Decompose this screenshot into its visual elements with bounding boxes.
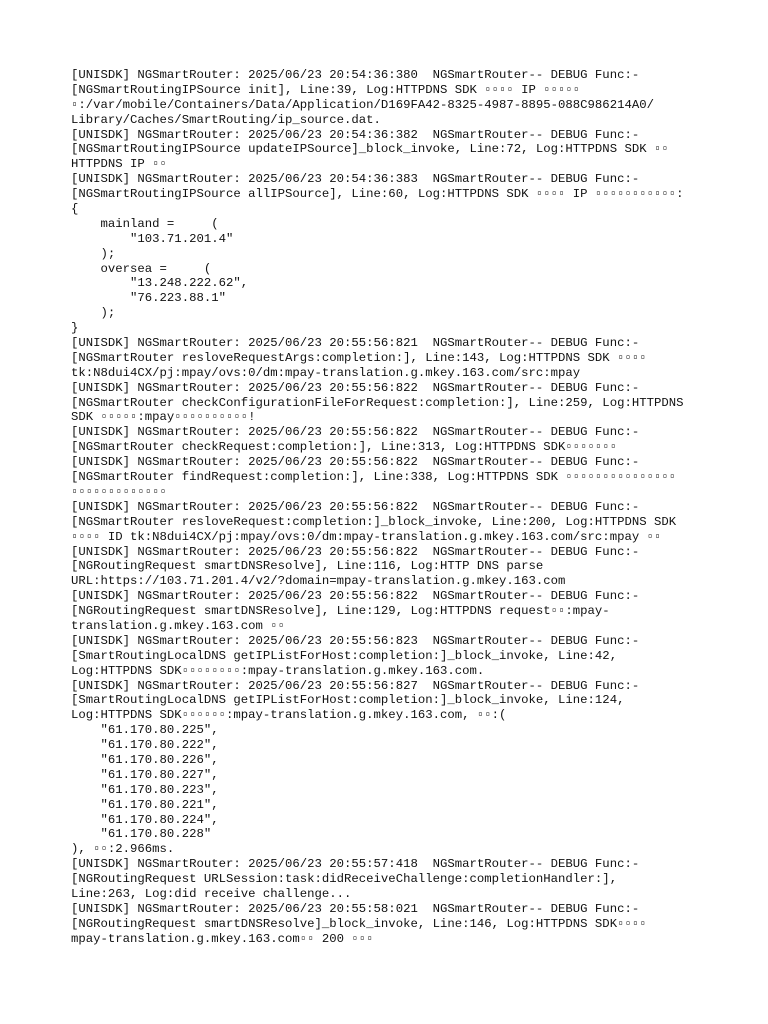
log-line: [UNISDK] NGSmartRouter: 2025/06/23 20:55:56:822 NGSmartRouter-- DEBUG Func:- xyxy=(71,455,640,470)
log-line: "13.248.222.62", xyxy=(71,276,249,291)
log-line: [UNISDK] NGSmartRouter: 2025/06/23 20:55:57:418 NGSmartRouter-- DEBUG Func:- xyxy=(71,857,640,872)
log-line: Line:263, Log:did receive challenge... xyxy=(71,886,352,901)
log-line: HTTPDNS IP ▫▫ xyxy=(71,157,167,172)
log-line: SDK ▫▫▫▫▫:mpay▫▫▫▫▫▫▫▫▫▫! xyxy=(71,410,256,425)
log-line: [UNISDK] NGSmartRouter: 2025/06/23 20:55:56:827 NGSmartRouter-- DEBUG Func:- xyxy=(71,678,640,693)
log-line: [UNISDK] NGSmartRouter: 2025/06/23 20:54:36:380 NGSmartRouter-- DEBUG Func:- xyxy=(71,68,640,82)
log-line: [UNISDK] NGSmartRouter: 2025/06/23 20:55:56:822 NGSmartRouter-- DEBUG Func:- xyxy=(71,544,640,559)
log-line: "76.223.88.1" xyxy=(71,291,226,306)
log-line: "61.170.80.228" xyxy=(71,827,212,842)
log-line: [NGRoutingRequest URLSession:task:didReceiveChallenge:completionHandler:], xyxy=(71,872,618,887)
log-line: mpay-translation.g.mkey.163.com▫▫ 200 ▫▫▫ xyxy=(71,931,374,946)
log-line: [UNISDK] NGSmartRouter: 2025/06/23 20:55:56:822 NGSmartRouter-- DEBUG Func:- xyxy=(71,380,640,395)
log-line: [NGRoutingRequest smartDNSResolve]_block_invoke, Line:146, Log:HTTPDNS SDK▫▫▫▫ xyxy=(71,916,647,931)
log-line: [UNISDK] NGSmartRouter: 2025/06/23 20:55:58:021 NGSmartRouter-- DEBUG Func:- xyxy=(71,901,640,916)
log-line: [NGSmartRouter checkRequest:completion:], Line:313, Log:HTTPDNS SDK▫▫▫▫▫▫▫ xyxy=(71,440,618,455)
log-line: ▫▫▫▫▫▫▫▫▫▫▫▫▫ xyxy=(71,484,167,499)
log-line: [NGRoutingRequest smartDNSResolve], Line:129, Log:HTTPDNS request▫▫:mpay- xyxy=(71,604,610,619)
log-line: ), ▫▫:2.966ms. xyxy=(71,842,175,857)
log-line: [NGSmartRouter checkConfigurationFileForRequest:completion:], Line:259, Log:HTTPDNS xyxy=(71,395,684,410)
log-line: [NGSmartRoutingIPSource init], Line:39, Log:HTTPDNS SDK ▫▫▫▫ IP ▫▫▫▫▫ xyxy=(71,82,581,97)
log-line: Log:HTTPDNS SDK▫▫▫▫▫▫:mpay-translation.g.mkey.163.com, ▫▫:( xyxy=(71,708,507,723)
log-line: "61.170.80.224", xyxy=(71,812,219,827)
log-line: [UNISDK] NGSmartRouter: 2025/06/23 20:55:56:821 NGSmartRouter-- DEBUG Func:- xyxy=(71,336,640,351)
log-line: ); xyxy=(71,306,116,321)
log-line: [UNISDK] NGSmartRouter: 2025/06/23 20:55:56:822 NGSmartRouter-- DEBUG Func:- xyxy=(71,425,640,440)
log-line: [UNISDK] NGSmartRouter: 2025/06/23 20:55:56:823 NGSmartRouter-- DEBUG Func:- xyxy=(71,633,640,648)
log-line: { xyxy=(71,202,79,217)
log-line: [NGSmartRoutingIPSource updateIPSource]_block_invoke, Line:72, Log:HTTPDNS SDK ▫▫ xyxy=(71,142,669,157)
log-line: "61.170.80.223", xyxy=(71,782,219,797)
log-line: [UNISDK] NGSmartRouter: 2025/06/23 20:55:56:822 NGSmartRouter-- DEBUG Func:- xyxy=(71,499,640,514)
log-line: [UNISDK] NGSmartRouter: 2025/06/23 20:54:36:383 NGSmartRouter-- DEBUG Func:- xyxy=(71,172,640,187)
log-line: "61.170.80.221", xyxy=(71,797,219,812)
log-line: "61.170.80.225", xyxy=(71,723,219,738)
log-line: oversea = ( xyxy=(71,261,212,276)
log-line: [SmartRoutingLocalDNS getIPListForHost:completion:]_block_invoke, Line:124, xyxy=(71,693,625,708)
log-line: Log:HTTPDNS SDK▫▫▫▫▫▫▫▫:mpay-translation.g.mkey.163.com. xyxy=(71,663,485,678)
log-line: tk:N8dui4CX/pj:mpay/ovs:0/dm:mpay-translation.g.mkey.163.com/src:mpay xyxy=(71,365,581,380)
log-line: "61.170.80.226", xyxy=(71,752,219,767)
log-line: ▫:/var/mobile/Containers/Data/Application/D169FA42-8325-4987-8895-088C986214A0/ xyxy=(71,97,654,112)
log-line: "103.71.201.4" xyxy=(71,231,234,246)
log-line: translation.g.mkey.163.com ▫▫ xyxy=(71,618,286,633)
log-line: [NGRoutingRequest smartDNSResolve], Line:116, Log:HTTP DNS parse xyxy=(71,559,544,574)
log-line: Library/Caches/SmartRouting/ip_source.dat. xyxy=(71,112,381,127)
log-line: "61.170.80.227", xyxy=(71,767,219,782)
log-line: [NGSmartRouter findRequest:completion:], Line:338, Log:HTTPDNS SDK ▫▫▫▫▫▫▫▫▫▫▫▫▫▫▫ xyxy=(71,470,677,485)
log-text xyxy=(71,68,728,947)
log-line: [UNISDK] NGSmartRouter: 2025/06/23 20:55:56:822 NGSmartRouter-- DEBUG Func:- xyxy=(71,589,640,604)
log-line: [NGSmartRouter resloveRequestArgs:completion:], Line:143, Log:HTTPDNS SDK ▫▫▫▫ xyxy=(71,350,647,365)
log-line: [NGSmartRoutingIPSource allIPSource], Line:60, Log:HTTPDNS SDK ▫▫▫▫ IP ▫▫▫▫▫▫▫▫▫▫▫: xyxy=(71,187,684,202)
log-line: [UNISDK] NGSmartRouter: 2025/06/23 20:54:36:382 NGSmartRouter-- DEBUG Func:- xyxy=(71,127,640,142)
log-line: "61.170.80.222", xyxy=(71,738,219,753)
log-line: [SmartRoutingLocalDNS getIPListForHost:completion:]_block_invoke, Line:42, xyxy=(71,648,618,663)
log-line: mainland = ( xyxy=(71,216,219,231)
log-line: ); xyxy=(71,246,116,261)
log-line: [NGSmartRouter resloveRequest:completion:]_block_invoke, Line:200, Log:HTTPDNS SDK xyxy=(71,514,677,529)
log-line: URL:https://103.71.201.4/v2/?domain=mpay-translation.g.mkey.163.com xyxy=(71,574,566,589)
log-line: ▫▫▫▫ ID tk:N8dui4CX/pj:mpay/ovs:0/dm:mpay-translation.g.mkey.163.com/src:mpay ▫▫ xyxy=(71,529,662,544)
log-line: } xyxy=(71,321,79,336)
